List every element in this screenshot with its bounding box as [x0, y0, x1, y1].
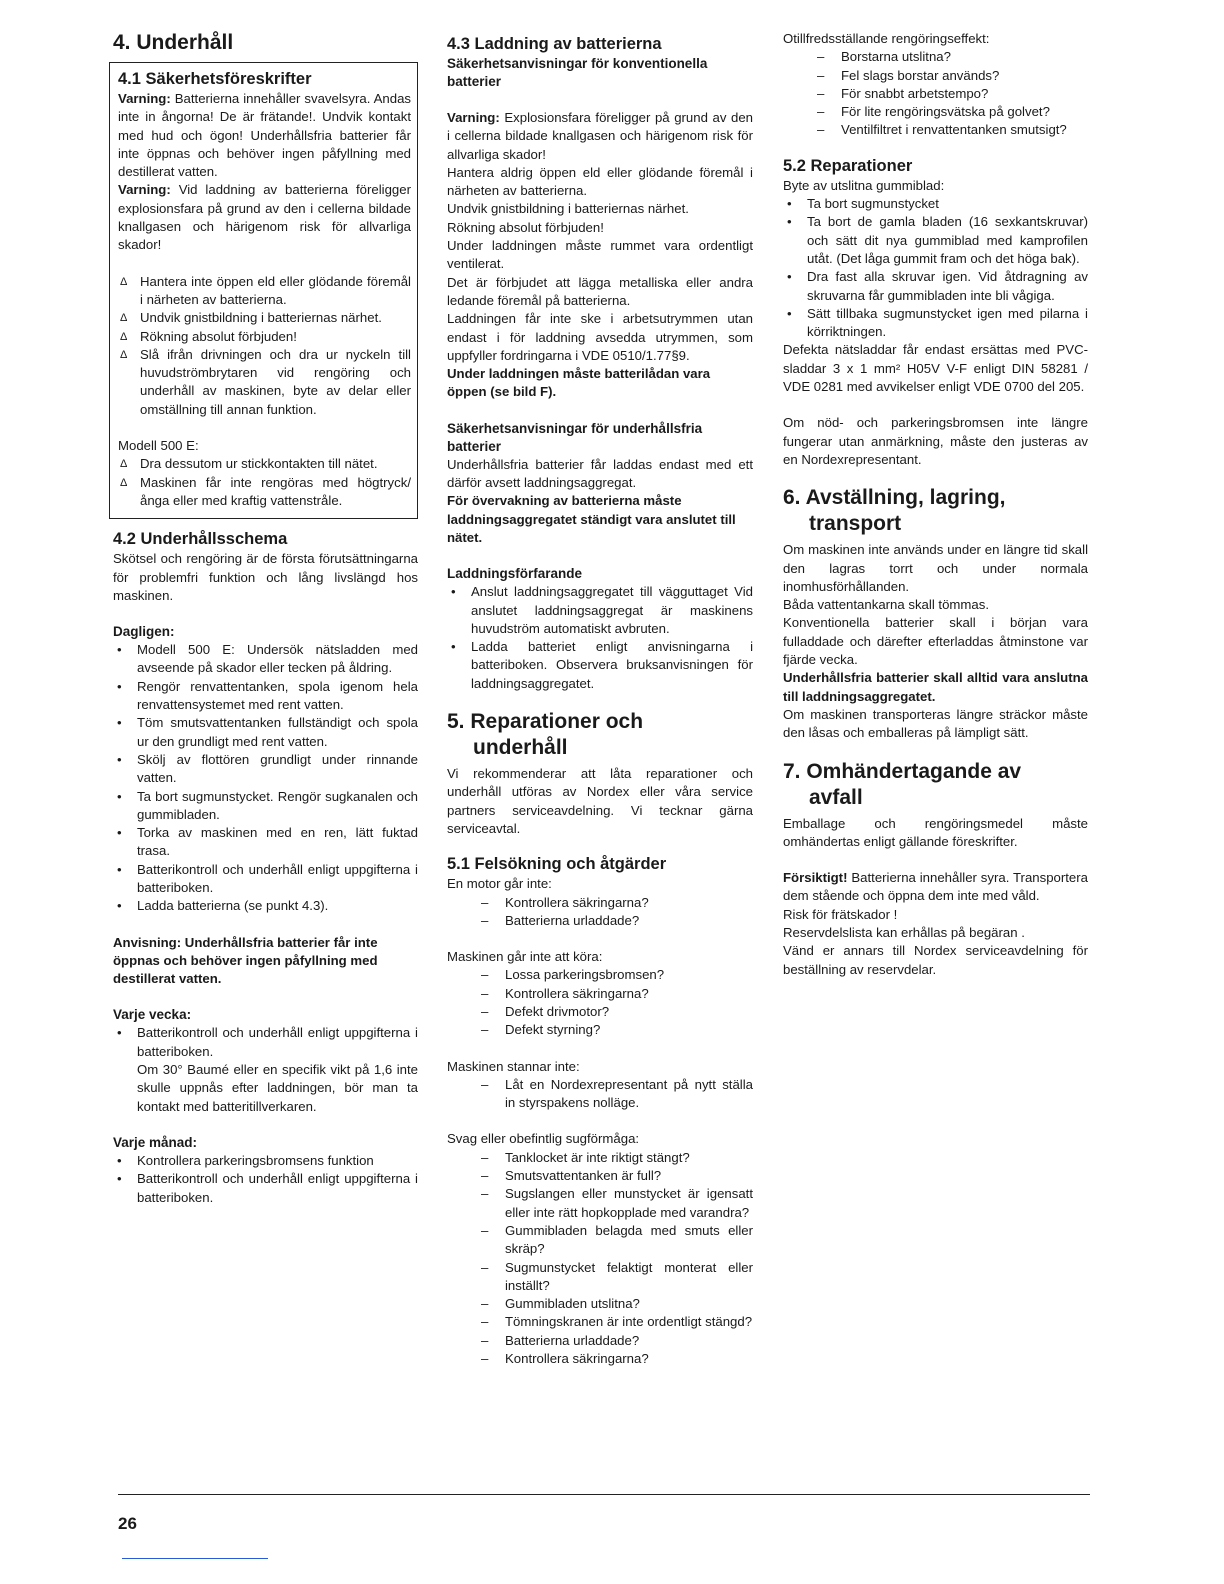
- maintenance-free-bold: För övervakning av batterierna måste laddningsaggregatet ständigt vara anslutet till nätet.: [447, 493, 736, 545]
- column-3: [783, 30, 1088, 979]
- fault-list: [447, 1076, 753, 1113]
- schema-intro: Skötsel och rengöring är de första förutsättningarna för problemfri funktion och lång livslängd hos maskinen.: [113, 551, 418, 603]
- column-2: [447, 30, 753, 1368]
- list-item: • Ladda batterierna (se punkt 4.3).: [113, 897, 418, 915]
- footer-rule: [118, 1494, 1090, 1495]
- storage-text: Konventionella batterier skall i början vara fulladdade och därefter efterladdas åtminstone var fjärde vecka.: [783, 615, 1088, 668]
- daily-list: [113, 641, 418, 915]
- safety-item: Δ Slå ifrån drivningen och dra ur nyckeln till huvudströmbrytaren vid rengöring och underhåll av maskinen, byte av delar eller omställning till annan funktion.: [118, 346, 411, 419]
- text-line: Laddningen får inte ske i arbetsutrymmen utan endast i för laddning avsedda utrymmen, som uppfyller fordringarna i VDE 0510/1.77§9.: [447, 311, 753, 363]
- safety-list: [118, 273, 411, 419]
- fault-list: [447, 1149, 753, 1369]
- warning-1: [118, 90, 411, 181]
- list-item: – Tömningskranen är inte ordentligt stängd?: [447, 1313, 753, 1331]
- safety-item: Δ Undvik gnistbildning i batteriernas närhet.: [118, 309, 411, 327]
- list-item: • Rengör renvattentanken, spola igenom hela renvattensystemet med rent vatten.: [113, 678, 418, 715]
- section-7-heading: [783, 759, 1088, 811]
- fault-group-heading: Svag eller obefintlig sugförmåga:: [447, 1131, 640, 1147]
- caution-body: Batterierna innehåller syra. Transportera dem stående och öppna dem inte med våld.: [783, 870, 1088, 904]
- weekly-heading: Varje vecka:: [113, 1007, 192, 1023]
- model-item: Δ Dra dessutom ur stickkontakten till nätet.: [118, 455, 411, 473]
- weekly-text: Batterikontroll och underhåll enligt uppgifterna i batteriboken.: [137, 1025, 418, 1059]
- list-item: – Fel slags borstar används?: [783, 67, 1088, 85]
- fault-list: [447, 894, 753, 931]
- safety-box: [109, 62, 418, 519]
- fault-list: [783, 48, 1088, 139]
- section-6-heading: [783, 485, 1088, 537]
- conventional-warning: [447, 109, 753, 164]
- heading-line-2: transport: [809, 512, 902, 536]
- battery-box-open-note: Under laddningen måste batterilådan vara öppen (se bild F).: [447, 366, 711, 400]
- list-item: • Anslut laddningsaggregatet till vägguttaget Vid anslutet laddningsaggregat är maskinens huvudström automatiskt avbruten.: [447, 583, 753, 638]
- list-item: – Batterierna urladdade?: [447, 912, 753, 930]
- text-line: Det är förbjudet att lägga metalliska eller andra ledande föremål på batterierna.: [447, 274, 753, 308]
- charging-procedure-heading: Laddningsförfarande: [447, 566, 583, 582]
- heading-line-1: 5. Reparationer och: [447, 710, 644, 734]
- brake-text: Om nöd- och parkeringsbromsen inte längre fungerar utan anmärkning, måste den justeras av en Nordexrepresentant.: [783, 415, 1088, 467]
- heading-line-2: avfall: [809, 785, 863, 809]
- list-item: – Borstarna utslitna?: [783, 48, 1088, 66]
- warning-label: Varning:: [447, 110, 500, 125]
- list-item: • Ta bort sugmunstycket. Rengör sugkanalen och gummibladen.: [113, 788, 418, 825]
- caution-text: [783, 869, 1088, 906]
- text-line: Undvik gnistbildning i batteriernas närhet.: [447, 201, 689, 217]
- list-item: – Låt en Nordexrepresentant på nytt ställa in styrspakens nolläge.: [447, 1076, 753, 1113]
- list-item: • Kontrollera parkeringsbromsens funktion: [113, 1152, 418, 1170]
- section-5-2-heading: 5.2 Reparationer: [783, 156, 913, 175]
- monthly-list: [113, 1152, 418, 1207]
- transport-text: Om maskinen transporteras längre sträckor måste den låsas och emballeras på lämpligt sätt.: [783, 706, 1088, 741]
- list-item: – Gummibladen utslitna?: [447, 1295, 753, 1313]
- text-line: Under laddningen måste rummet vara ordentligt ventilerat.: [447, 238, 753, 272]
- cable-text: Defekta nätsladdar får endast ersättas med PVC-sladdar 3 x 1 mm² H05V V-F enligt DIN 58281 / VDE 0281 med avvikelser enligt VDE 0700 del 205.: [783, 342, 1088, 395]
- list-item: • Skölj av flottören grundligt under rinnande vatten.: [113, 751, 418, 788]
- list-item: – Gummibladen belagda med smuts eller skräp?: [447, 1222, 753, 1259]
- list-item: [113, 1024, 418, 1115]
- disposal-text: Emballage och rengöringsmedel måste omhändertas enligt gällande föreskrifter.: [783, 815, 1088, 849]
- warning-text: Vid laddning av batterierna föreligger explosionsfara på grund av den i cellerna bildade knallgasen och härigenom risk för allvarliga skador!: [118, 182, 411, 253]
- section-4-2-heading: 4.2 Underhållsschema: [113, 530, 288, 549]
- text-line: Hantera aldrig öppen eld eller glödande föremål i närheten av batterierna.: [447, 164, 753, 199]
- list-item: – Defekt styrning?: [447, 1021, 753, 1039]
- fault-group-heading: Otillfredsställande rengöringseffekt:: [783, 31, 990, 46]
- fault-group-heading: En motor går inte:: [447, 876, 552, 892]
- repair-list: [783, 195, 1088, 341]
- list-item: – Tanklocket är inte riktigt stängt?: [447, 1149, 753, 1167]
- daily-heading: Dagligen:: [113, 624, 175, 640]
- list-item: • Dra fast alla skruvar igen. Vid åtdragning av skruvarna får gummibladen inte bli vågiga.: [783, 268, 1088, 305]
- section-4-1-heading: 4.1 Säkerhetsföreskrifter: [118, 70, 312, 88]
- maintenance-free-heading: Säkerhetsanvisningar för underhållsfria batterier: [447, 420, 703, 454]
- weekly-text-2: Om 30° Baumé eller en specifik vikt på 1,6 inte skulle uppnås efter laddningen, bör man ta kontakt med batteritillverkaren.: [137, 1062, 418, 1114]
- heading-line-1: 7. Omhändertagande av: [783, 759, 1022, 783]
- storage-text: Om maskinen inte används under en längre tid skall den lagras torrt och under normala inomhusförhållanden.: [783, 542, 1088, 594]
- conventional-safety-heading: Säkerhetsanvisningar för konventionella batterier: [447, 56, 708, 89]
- model-label: Modell 500 E:: [118, 438, 199, 454]
- section-5-1-heading: 5.1 Felsökning och åtgärder: [447, 855, 667, 874]
- risk-text: Risk för frätskador !: [783, 906, 898, 922]
- repairs-text: Vi rekommenderar att låta reparationer och underhåll utföras av Nordex eller våra service partners serviceavdelning. Vi tecknar gärna serviceavtal.: [447, 766, 753, 836]
- list-item: – Sugslangen eller munstycket är igensatt eller inte rätt hopkopplade med varandra?: [447, 1185, 753, 1222]
- footer-accent-line: [122, 1558, 268, 1559]
- list-item: – Ventilfiltret i renvattentanken smutsigt?: [783, 121, 1088, 139]
- column-1: [113, 30, 418, 1207]
- monthly-heading: Varje månad:: [113, 1134, 198, 1150]
- list-item: • Batterikontroll och underhåll enligt uppgifterna i batteriboken.: [113, 1170, 418, 1207]
- model-item: Δ Maskinen får inte rengöras med högtryck/ånga eller med kraftig vattenstråle.: [118, 474, 411, 511]
- section-4-heading: 4. Underhåll: [113, 31, 234, 54]
- list-item: – Kontrollera säkringarna?: [447, 894, 753, 912]
- list-item: – Defekt drivmotor?: [447, 1003, 753, 1021]
- warning-2: [118, 181, 411, 254]
- list-item: • Ladda batteriet enligt anvisningarna i batteriboken. Observera bruksanvisningen för laddningsaggregatet.: [447, 638, 753, 693]
- storage-text: Båda vattentankarna skall tömmas.: [783, 597, 989, 613]
- list-item: – För lite rengöringsvätska på golvet?: [783, 103, 1088, 121]
- list-item: • Ta bort sugmunstycket: [783, 195, 1088, 213]
- list-item: • Modell 500 E: Undersök nätsladden med avseende på skador eller tecken på åldring.: [113, 641, 418, 678]
- list-item: – Lossa parkeringsbromsen?: [447, 966, 753, 984]
- text-line: Rökning absolut förbjuden!: [447, 219, 604, 235]
- list-item: • Ta bort de gamla bladen (16 sexkantskruvar) och sätt dit nya gummiblad med kamprofilen utåt. (Det låga gummit fram och det höga bak).: [783, 213, 1088, 268]
- spare-parts-text: Reservdelslista kan erhållas på begäran .: [783, 924, 1025, 940]
- storage-bold: Underhållsfria batterier skall alltid vara anslutna till laddningsaggregatet.: [783, 670, 1088, 704]
- repair-intro: Byte av utslitna gummiblad:: [783, 177, 945, 193]
- charging-list: [447, 583, 753, 693]
- maintenance-note: Anvisning: Underhållsfria batterier får inte öppnas och behöver ingen påfyllning med destillerat vatten.: [113, 934, 378, 987]
- section-5-heading: [447, 709, 753, 761]
- list-item: – Batterierna urladdade?: [447, 1332, 753, 1350]
- weekly-list: [113, 1024, 418, 1115]
- caution-label: Försiktigt!: [783, 870, 848, 886]
- list-item: • Töm smutsvattentanken fullständigt och spola ur den grundligt med rent vatten.: [113, 714, 418, 751]
- fault-list: [447, 966, 753, 1039]
- warning-text: Batterierna innehåller svavelsyra. Andas inte in ångorna! De är frätande!. Undvik kontakt med hud och ögon! Underhållsfria batterier får inte öppnas och behöver ingen påfyllning med destillerat vatten.: [118, 91, 411, 180]
- list-item: • Torka av maskinen med en ren, lätt fuktad trasa.: [113, 824, 418, 861]
- list-item: – Smutsvattentanken är full?: [447, 1167, 753, 1185]
- safety-item: Δ Hantera inte öppen eld eller glödande föremål i närheten av batterierna.: [118, 273, 411, 310]
- section-4-3-heading: 4.3 Laddning av batterierna: [447, 35, 662, 53]
- warning-label: Varning:: [118, 182, 171, 198]
- heading-line-2: underhåll: [473, 736, 568, 760]
- fault-group-heading: Maskinen går inte att köra:: [447, 949, 603, 965]
- fault-group-heading: Maskinen stannar inte:: [447, 1058, 580, 1074]
- list-item: – Kontrollera säkringarna?: [447, 985, 753, 1003]
- spare-parts-text: Vänd er annars till Nordex serviceavdelning för beställning av reservdelar.: [783, 943, 1088, 977]
- list-item: – För snabbt arbetstempo?: [783, 85, 1088, 103]
- safety-item: Δ Rökning absolut förbjuden!: [118, 328, 411, 346]
- page-number: 26: [118, 1514, 137, 1533]
- list-item: • Batterikontroll och underhåll enligt uppgifterna i batteriboken.: [113, 861, 418, 898]
- model-list: [118, 455, 411, 510]
- warning-text: Explosionsfara föreligger på grund av den i cellerna bildade knallgasen och härigenom risk för allvarliga skador!: [447, 110, 753, 162]
- list-item: – Sugmunstycket felaktigt monterat eller inställt?: [447, 1259, 753, 1296]
- warning-label: Varning:: [118, 91, 171, 106]
- maintenance-free-text: Underhållsfria batterier får laddas endast med ett därför avsett laddningsaggregat.: [447, 456, 753, 491]
- heading-line-1: 6. Avställning, lagring,: [783, 486, 1006, 510]
- list-item: – Kontrollera säkringarna?: [447, 1350, 753, 1368]
- list-item: • Sätt tillbaka sugmunstycket igen med pilarna i körriktningen.: [783, 305, 1088, 342]
